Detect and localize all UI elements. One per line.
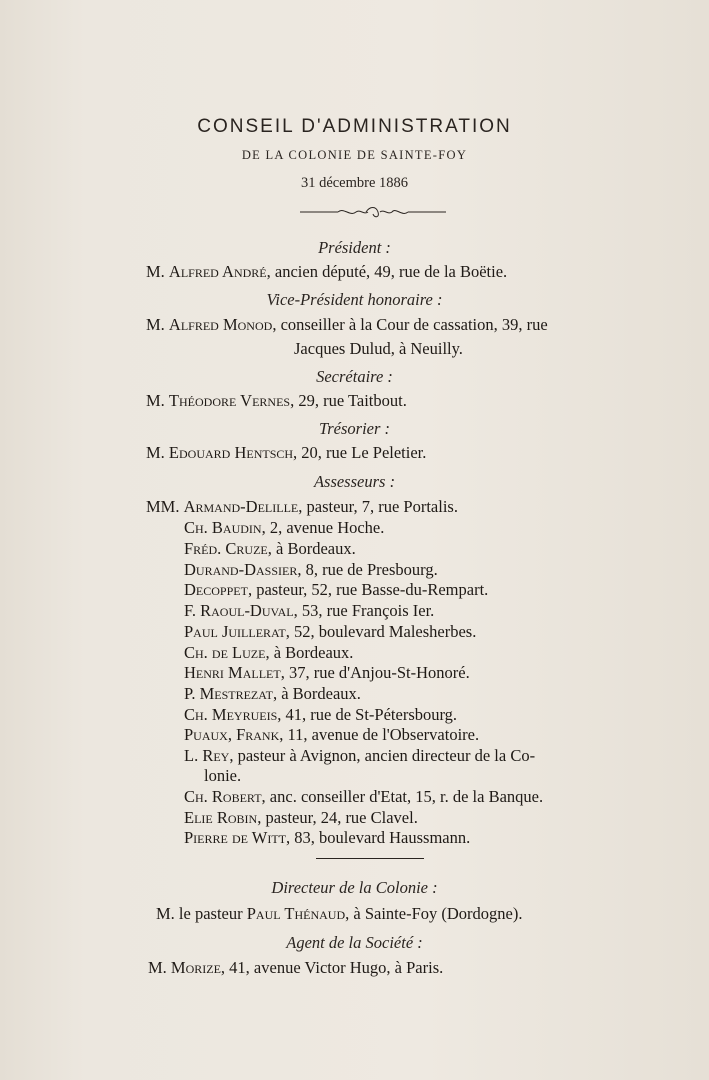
assesseur-details: , 37, rue d'Anjou-St-Honoré. xyxy=(280,663,470,682)
assesseur-details: , 8, rue de Presbourg. xyxy=(297,560,438,579)
list-item-continuation xyxy=(204,766,241,786)
list-item xyxy=(184,518,384,538)
assesseur-name: Durand-Dassier xyxy=(184,560,298,579)
assesseur-details: , à Bordeaux. xyxy=(265,643,354,662)
agent-details: , 41, avenue Victor Hugo, à Paris. xyxy=(220,958,444,977)
directeur-name: Paul Thénaud xyxy=(246,904,346,923)
president-entry xyxy=(146,262,507,282)
assesseur-name: Elie Robin xyxy=(184,808,258,827)
list-item xyxy=(184,808,418,828)
agent-role: Agent de la Société : xyxy=(286,933,423,952)
agent-name: Morize xyxy=(170,958,221,977)
assesseur-name: P. Mestrezat xyxy=(184,684,273,703)
list-item xyxy=(184,560,438,580)
tresorier-entry xyxy=(146,443,426,463)
secretaire-name: Théodore Vernes xyxy=(168,391,291,410)
assesseur-name: Ch. Meyrueis xyxy=(184,705,278,724)
list-item xyxy=(184,601,434,621)
ornament-divider xyxy=(300,205,446,219)
list-item xyxy=(146,497,458,517)
list-item xyxy=(184,643,353,663)
page-subtitle: DE LA COLONIE DE SAINTE-FOY xyxy=(241,148,468,162)
assesseur-name: Ch. Baudin xyxy=(184,518,262,537)
assesseur-details: , 53, rue François Ier. xyxy=(293,601,435,620)
list-item xyxy=(184,828,470,848)
directeur-details: , à Sainte-Foy (Dordogne). xyxy=(345,904,523,923)
directeur-prefix: M. le pasteur xyxy=(156,904,247,923)
list-item xyxy=(184,787,543,807)
assesseur-details: , 41, rue de St-Pétersbourg. xyxy=(277,705,458,724)
assesseur-name: Fréd. Cruze xyxy=(184,539,268,558)
president-prefix: M. xyxy=(146,262,169,281)
secretaire-entry xyxy=(146,391,407,411)
assesseur-name: Decoppet xyxy=(184,580,248,599)
assesseur-details: , pasteur, 24, rue Clavel. xyxy=(257,808,418,827)
document-date: 31 décembre 1886 xyxy=(300,175,409,191)
secretaire-role: Secrétaire : xyxy=(316,367,393,386)
assesseur-name: Puaux, Frank xyxy=(184,725,280,744)
directeur-entry xyxy=(156,904,522,924)
president-role: Président : xyxy=(318,238,391,257)
secretaire-prefix: M. xyxy=(146,391,169,410)
assesseur-details: , 11, avenue de l'Observatoire. xyxy=(279,725,480,744)
list-item xyxy=(184,725,479,745)
vice-president-entry xyxy=(146,315,548,335)
assesseur-details: , pasteur, 52, rue Basse-du-Rempart. xyxy=(247,580,489,599)
assesseur-details: , 52, boulevard Malesherbes. xyxy=(285,622,477,641)
assesseur-name: Armand-Delille xyxy=(183,497,299,516)
section-divider xyxy=(316,858,424,859)
assesseurs-role: Assesseurs : xyxy=(313,472,396,491)
assesseur-details: , 2, avenue Hoche. xyxy=(261,518,385,537)
list-item xyxy=(184,539,356,559)
assesseur-name: Paul Juillerat xyxy=(184,622,286,641)
president-name: Alfred André xyxy=(168,262,267,281)
directeur-role: Directeur de la Colonie : xyxy=(271,878,438,897)
tresorier-details: , 20, rue Le Peletier. xyxy=(293,443,427,462)
assesseur-name: Pierre de Witt xyxy=(184,828,287,847)
list-item xyxy=(184,622,476,642)
assesseur-name: Henri Mallet xyxy=(184,663,281,682)
assesseur-details: , à Bordeaux. xyxy=(272,684,361,703)
vice-president-prefix: M. xyxy=(146,315,169,334)
tresorier-role: Trésorier : xyxy=(318,419,391,438)
president-details: , ancien député, 49, rue de la Boëtie. xyxy=(266,262,508,281)
assesseurs-prefix: MM. xyxy=(146,497,184,516)
vice-president-continuation: Jacques Dulud, à Neuilly. xyxy=(294,339,463,358)
secretaire-details: , 29, rue Taitbout. xyxy=(290,391,407,410)
assesseur-details: lonie. xyxy=(204,766,242,785)
vice-president-details: , conseiller à la Cour de cassation, 39, rue xyxy=(272,315,548,334)
assesseur-details: , pasteur à Avignon, ancien directeur de la Co- xyxy=(229,746,536,765)
list-item xyxy=(184,580,488,600)
list-item xyxy=(184,684,361,704)
page-title: CONSEIL D'ADMINISTRATION xyxy=(197,116,512,137)
assesseur-details: , à Bordeaux. xyxy=(267,539,356,558)
tresorier-prefix: M. xyxy=(146,443,169,462)
assesseur-name: Ch. Robert xyxy=(184,787,262,806)
assesseur-details: , pasteur, 7, rue Portalis. xyxy=(298,497,458,516)
list-item xyxy=(184,746,535,766)
vice-president-name: Alfred Monod xyxy=(168,315,273,334)
tresorier-name: Edouard Hentsch xyxy=(168,443,294,462)
assesseur-details: , anc. conseiller d'Etat, 15, r. de la Banque. xyxy=(261,787,544,806)
assesseur-name: Ch. de Luze xyxy=(184,643,266,662)
list-item xyxy=(184,663,470,683)
assesseur-name: F. Raoul-Duval xyxy=(184,601,294,620)
list-item xyxy=(184,705,457,725)
assesseur-name: L. Rey xyxy=(184,746,230,765)
agent-entry xyxy=(148,958,443,978)
assesseur-details: , 83, boulevard Haussmann. xyxy=(286,828,471,847)
vice-president-role: Vice-Président honoraire : xyxy=(266,290,443,309)
agent-prefix: M. xyxy=(148,958,171,977)
